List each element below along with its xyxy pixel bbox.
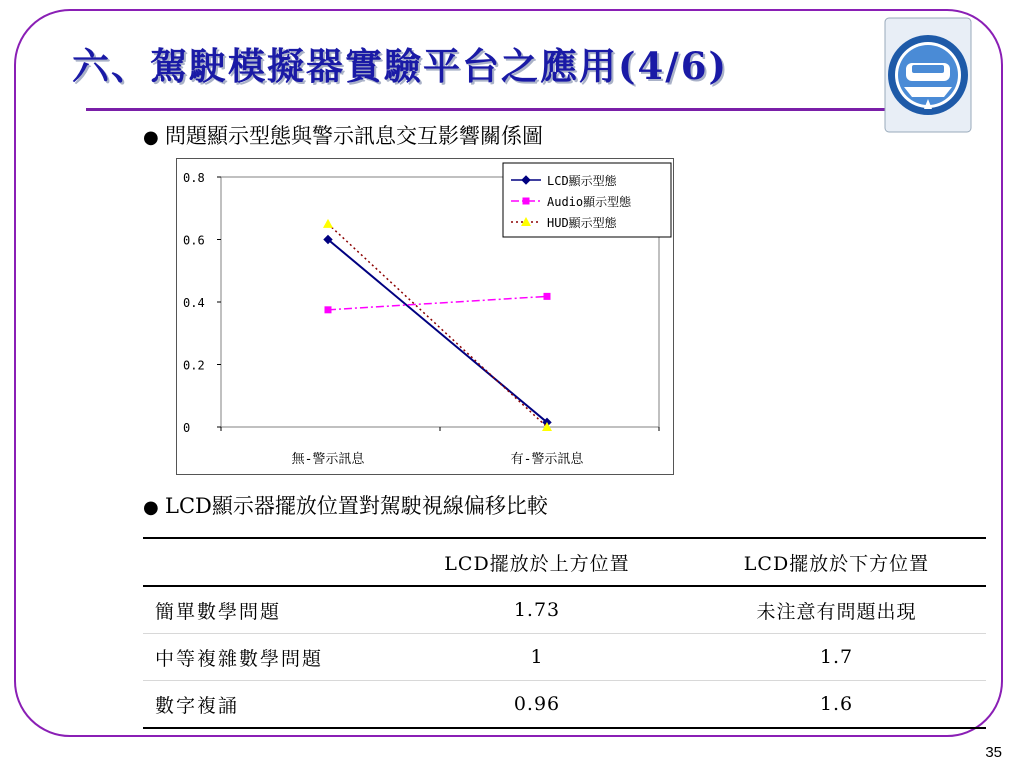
research-center-logo (884, 17, 972, 133)
bullet-chart-heading (143, 120, 543, 150)
table-cell: 數字複誦 (155, 694, 240, 717)
interaction-chart (176, 158, 674, 475)
x-tick-label: 有-警示訊息 (510, 452, 584, 467)
legend-label: Audio顯示型態 (547, 195, 632, 209)
lcd-position-table (143, 537, 986, 729)
legend-marker (523, 198, 530, 205)
table-cell: 簡單數學問題 (155, 600, 282, 623)
table-header-cell: LCD擺放於上方位置 (444, 552, 630, 575)
page-number: 35 (985, 744, 1002, 761)
table-row (143, 634, 986, 681)
y-tick-label: 0.6 (183, 233, 205, 248)
table-header-cell: LCD擺放於下方位置 (743, 552, 930, 575)
bullet-table-heading (143, 490, 548, 520)
y-tick-label: 0 (183, 421, 191, 435)
table-header-cell (143, 538, 387, 586)
table-cell: 1.7 (819, 646, 854, 668)
y-tick-label: 0.8 (183, 171, 205, 185)
x-tick-label: 無-警示訊息 (291, 452, 365, 467)
bullet-icon: ● (143, 497, 159, 518)
y-tick-label: 0.2 (183, 358, 205, 373)
table-header-row (143, 538, 986, 586)
bullet-icon: ● (143, 127, 159, 148)
legend-label: HUD顯示型態 (547, 216, 617, 230)
table-row (143, 681, 986, 729)
y-tick-label: 0.4 (183, 296, 205, 310)
table-cell: 未注意有問題出現 (756, 600, 917, 623)
table-cell: 中等複雜數學問題 (155, 647, 324, 670)
title-divider (86, 108, 886, 111)
data-point (544, 293, 551, 300)
table-cell: 1.73 (513, 599, 561, 621)
chart-canvas (177, 159, 675, 476)
bullet-text: LCD顯示器擺放位置對駕駛視線偏移比較 (165, 494, 548, 518)
table-cell: 0.96 (513, 693, 561, 715)
table-row (143, 586, 986, 634)
table-cell: 1 (530, 646, 544, 668)
slide-title: 六、駕駛模擬器實驗平台之應用(4/6) (72, 44, 729, 88)
legend-label: LCD顯示型態 (547, 174, 617, 188)
table-cell: 1.6 (819, 693, 854, 715)
bullet-text: 問題顯示型態與警示訊息交互影響關係圖 (165, 124, 543, 148)
data-point (325, 306, 332, 313)
